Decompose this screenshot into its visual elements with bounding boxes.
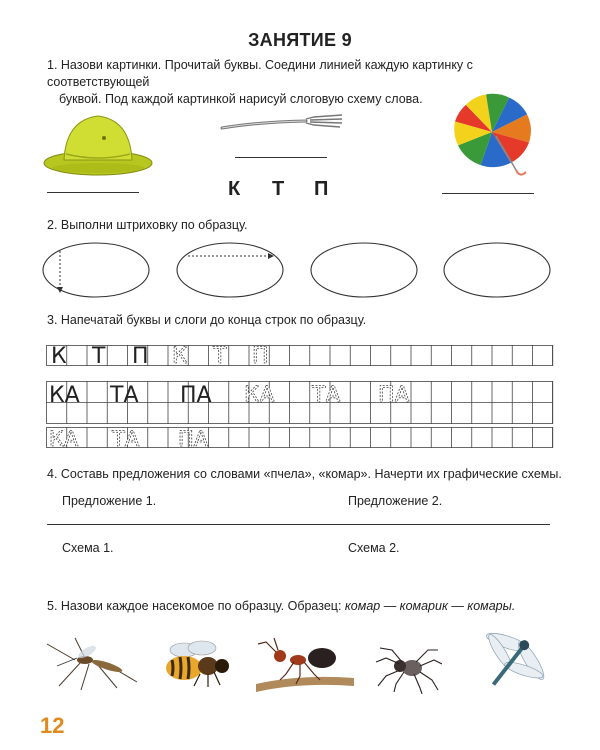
letter-t: Т xyxy=(272,178,285,200)
dragonfly-picture xyxy=(470,620,560,694)
grid1-cell-1: К xyxy=(51,345,67,367)
letter-p: П xyxy=(314,178,329,200)
bee-picture xyxy=(158,640,238,690)
task3-instructions: 3. Напечатай буквы и слоги до конца строк по образцу. xyxy=(47,313,367,327)
oval-1[interactable] xyxy=(43,243,149,297)
grid2-trace-3: ПА xyxy=(378,383,410,408)
grid1-cell-3: П xyxy=(132,345,149,367)
grid2-cell-1: КА xyxy=(49,383,80,408)
letter-grid-row3[interactable] xyxy=(46,427,554,449)
oval-4[interactable] xyxy=(444,243,550,297)
page-title: ЗАНЯТИЕ 9 xyxy=(248,30,352,50)
grid3-trace-3: ПА xyxy=(178,427,209,449)
hat-answer-line[interactable] xyxy=(47,192,139,193)
fork-picture xyxy=(218,112,346,136)
letter-k: К xyxy=(228,178,241,200)
spider-picture xyxy=(374,644,444,694)
hat-picture xyxy=(42,108,154,178)
letter-grid-row1[interactable] xyxy=(46,345,554,367)
mosquito-picture xyxy=(45,630,145,692)
grid2-trace-1: КА xyxy=(244,383,275,408)
grid2-cell-2: ТА xyxy=(110,383,139,408)
grid1-cell-2: Т xyxy=(92,345,106,367)
ant-picture xyxy=(250,634,360,696)
task1-text-line1: 1. Назови картинки. Прочитай буквы. Соедини линией каждую картинку с соответствующей xyxy=(47,58,473,89)
grid1-trace-3: П xyxy=(252,345,269,367)
scheme1-label: Схема 1. xyxy=(62,541,114,555)
grid3-trace-2: ТА xyxy=(112,427,140,449)
sentence1-label: Предложение 1. xyxy=(62,494,157,508)
task4-instructions: 4. Составь предложения со словами «пчела», «комар». Начерти их графические схемы. xyxy=(47,467,562,481)
page-number: 12 xyxy=(40,713,65,738)
grid1-trace-2: Т xyxy=(213,345,227,367)
task1-text-line2: буквой. Под каждой картинкой нарисуй слоговую схему слова. xyxy=(59,92,423,106)
grid3-trace-1: КА xyxy=(49,427,79,449)
fork-answer-line[interactable] xyxy=(235,157,327,158)
task2-instructions: 2. Выполни штриховку по образцу. xyxy=(47,218,248,232)
scheme2-label: Схема 2. xyxy=(348,541,400,555)
umbrella-picture xyxy=(452,92,542,182)
grid2-trace-2: ТА xyxy=(312,383,341,408)
letter-grid-row2[interactable] xyxy=(46,381,554,425)
task5-example: комар — комарик — комары. xyxy=(344,599,516,613)
sentence2-label: Предложение 2. xyxy=(348,494,443,508)
grid2-cell-3: ПА xyxy=(180,383,212,408)
task5-text: 5. Назови каждое насекомое по образцу. Образец: xyxy=(47,599,345,613)
task5-instructions xyxy=(47,598,515,615)
sentence-write-line[interactable] xyxy=(47,524,550,525)
grid1-trace-1: К xyxy=(172,345,188,367)
oval-2[interactable] xyxy=(177,243,283,297)
umbrella-answer-line[interactable] xyxy=(442,193,534,194)
hatching-ovals xyxy=(40,240,560,302)
oval-3[interactable] xyxy=(311,243,417,297)
